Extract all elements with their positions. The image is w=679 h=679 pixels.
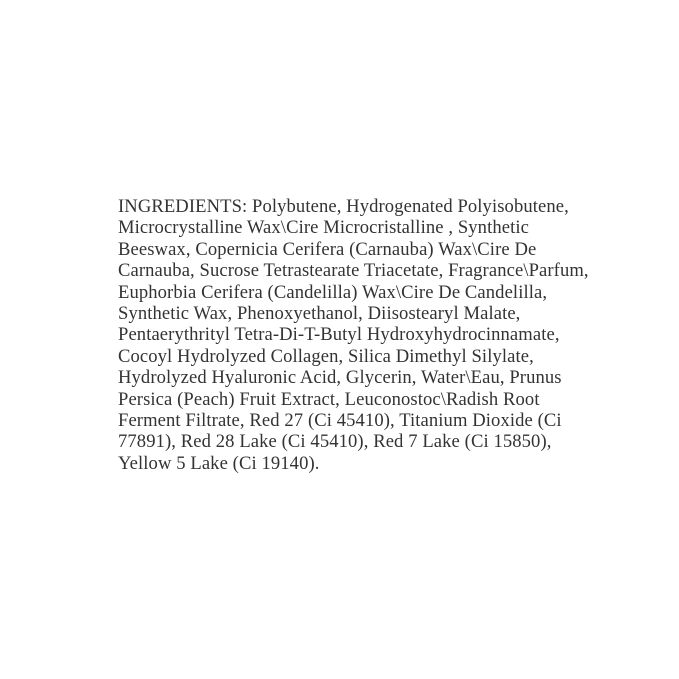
ingredients-line: Pentaerythrityl Tetra-Di-T-Butyl Hydroxyhydrocinnamate, [118, 324, 560, 346]
ingredients-line: Euphorbia Cerifera (Candelilla) Wax\Cire De Candelilla, [118, 281, 548, 303]
ingredients-line: Cocoyl Hydrolyzed Collagen, Silica Dimethyl Silylate, [118, 345, 534, 367]
ingredients-line: INGREDIENTS: Polybutene, Hydrogenated Polyisobutene, [118, 196, 569, 217]
ingredients-line: Yellow 5 Lake (Ci 19140). [118, 452, 320, 474]
ingredients-line: Ferment Filtrate, Red 27 (Ci 45410), Titanium Dioxide (Ci [118, 410, 562, 432]
ingredients-line: Hydrolyzed Hyaluronic Acid, Glycerin, Water\Eau, Prunus [118, 367, 562, 389]
ingredients-line: 77891), Red 28 Lake (Ci 45410), Red 7 Lake (Ci 15850), [118, 431, 552, 453]
ingredients-text-block [118, 196, 596, 474]
ingredients-line: Microcrystalline Wax\Cire Microcristalline , Synthetic [118, 217, 529, 239]
ingredients-line: Beeswax, Copernicia Cerifera (Carnauba) Wax\Cire De [118, 238, 537, 260]
ingredients-line: Persica (Peach) Fruit Extract, Leuconostoc\Radish Root [118, 388, 540, 410]
ingredients-line: Synthetic Wax, Phenoxyethanol, Diisostearyl Malate, [118, 303, 521, 325]
ingredients-line: Carnauba, Sucrose Tetrastearate Triacetate, Fragrance\Parfum, [118, 260, 589, 282]
